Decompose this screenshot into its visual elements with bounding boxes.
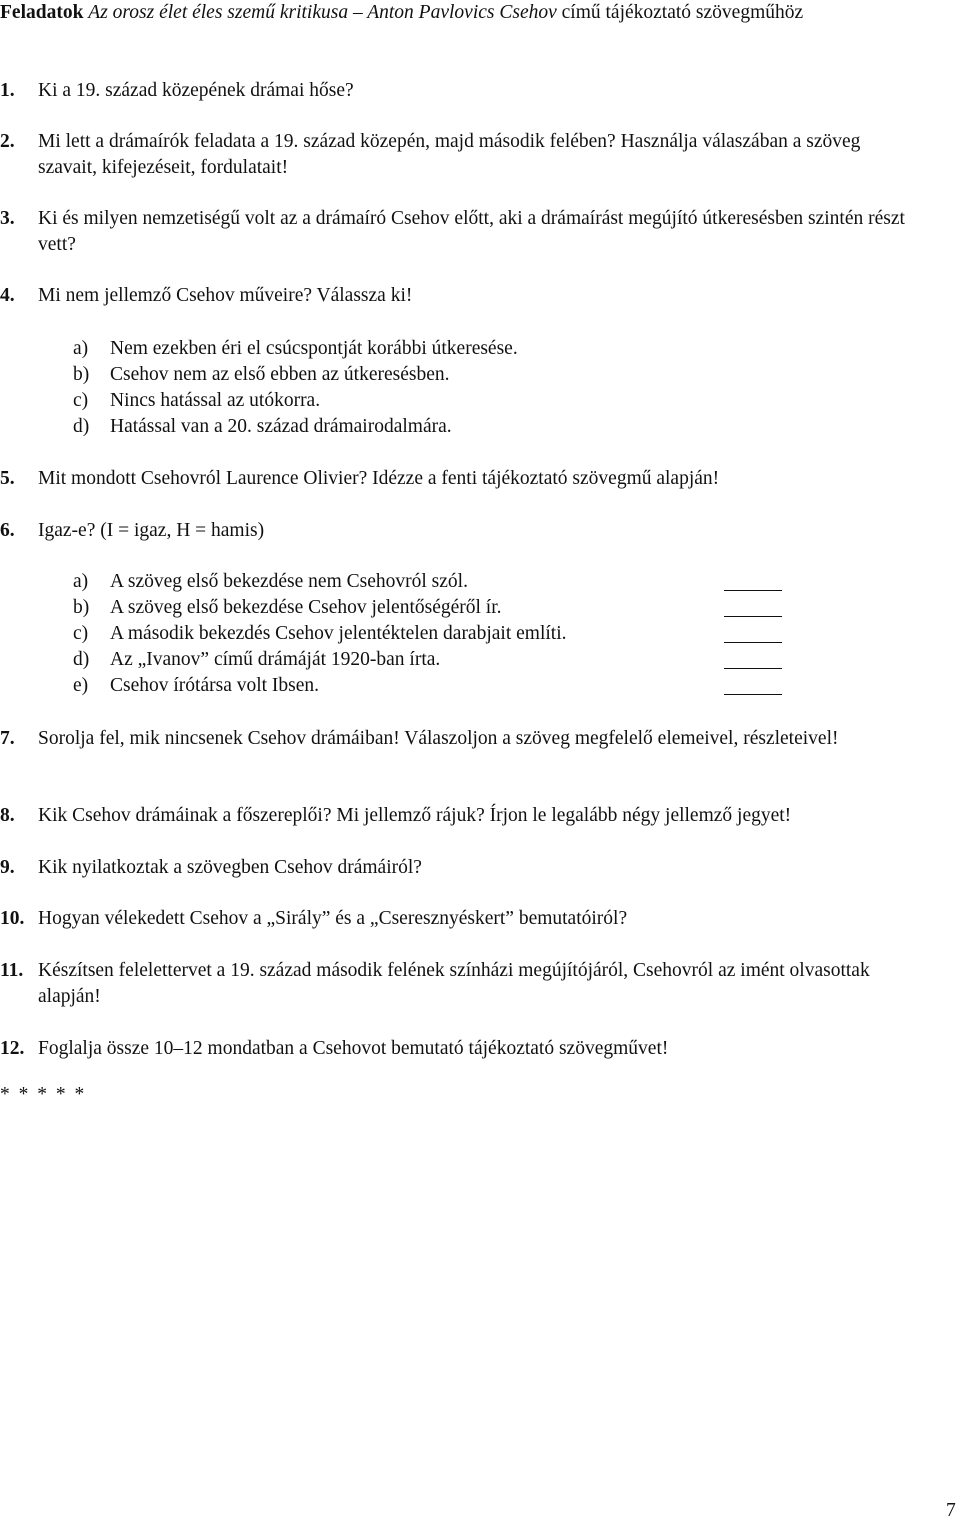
- section-separator-stars: * * * * *: [0, 1084, 87, 1105]
- option-letter: a): [73, 338, 89, 359]
- question-number: 11.: [0, 960, 24, 981]
- option-text: Nincs hatással az utókorra.: [110, 390, 321, 411]
- statement-letter: b): [73, 597, 90, 618]
- question-number: 9.: [0, 857, 15, 878]
- option-letter: c): [73, 390, 89, 411]
- question-text: Igaz-e? (I = igaz, H = hamis): [38, 520, 265, 541]
- page-number: 7: [946, 1500, 956, 1521]
- question-text: Ki és milyen nemzetiségű volt az a drámaíró Csehov előtt, aki a drámaírást megújító útkeresésben szintén részt vett?: [38, 208, 905, 255]
- question-9: [0, 855, 924, 881]
- title-source: Az orosz élet éles szemű kritikusa – Anton Pavlovics Csehov: [88, 2, 557, 23]
- question-number: 10.: [0, 908, 25, 929]
- statement-letter: a): [73, 571, 89, 592]
- option-text: Nem ezekben éri el csúcspontját korábbi útkeresése.: [110, 338, 518, 359]
- question-text: Kik Csehov drámáinak a főszereplői? Mi jellemző rájuk? Írjon le legalább négy jellemző jegyet!: [38, 805, 792, 826]
- question-text: Kik nyilatkoztak a szövegben Csehov drámáiról?: [38, 857, 422, 878]
- question-text: Foglalja össze 10–12 mondatban a Csehovot bemutató tájékoztató szövegművet!: [38, 1038, 669, 1059]
- question-5: [0, 466, 924, 492]
- question-number: 4.: [0, 285, 15, 306]
- question-7: [0, 726, 924, 752]
- question-6: [0, 518, 924, 544]
- question-number: 8.: [0, 805, 15, 826]
- question-number: 6.: [0, 520, 15, 541]
- question-number: 7.: [0, 728, 15, 749]
- option-letter: b): [73, 364, 90, 385]
- question-1: [0, 78, 924, 104]
- question-4: [0, 283, 924, 309]
- question-number: 12.: [0, 1038, 25, 1059]
- question-number: 5.: [0, 468, 15, 489]
- option-text: Csehov nem az első ebben az útkeresésben.: [110, 364, 450, 385]
- title-rest: című tájékoztató szövegműhöz: [556, 2, 804, 23]
- statement-text: A második bekezdés Csehov jelentéktelen darabjait említi.: [110, 623, 567, 644]
- statement-letter: e): [73, 675, 89, 696]
- question-8: [0, 803, 924, 829]
- question-12: [0, 1036, 924, 1062]
- answer-blank-e[interactable]: [724, 673, 782, 695]
- question-10: [0, 906, 924, 932]
- title-lead: Feladatok: [0, 2, 84, 23]
- question-11: [0, 958, 924, 1010]
- question-text: Mit mondott Csehovról Laurence Olivier? Idézze a fenti tájékoztató szövegmű alapján!: [38, 468, 720, 489]
- statement-letter: d): [73, 649, 90, 670]
- question-text: Hogyan vélekedett Csehov a „Sirály” és a „Cseresznyéskert” bemutatóiról?: [38, 908, 628, 929]
- question-number: 1.: [0, 80, 15, 101]
- statement-text: A szöveg első bekezdése Csehov jelentőségéről ír.: [110, 597, 502, 618]
- question-text: Ki a 19. század közepének drámai hőse?: [38, 80, 354, 101]
- question-number: 3.: [0, 208, 15, 229]
- worksheet-title: [0, 0, 924, 26]
- question-text: Sorolja fel, mik nincsenek Csehov drámáiban! Válaszoljon a szöveg megfelelő elemeivel, részleteivel!: [38, 728, 839, 749]
- answer-blank-b[interactable]: [724, 595, 782, 617]
- option-text: Hatással van a 20. század drámairodalmára.: [110, 416, 452, 437]
- question-text: Mi lett a drámaírók feladata a 19. század közepén, majd második felében? Használja válaszában a szöveg szavait, kifejezéseit, fordulatait!: [38, 131, 861, 178]
- question-3: [0, 206, 924, 258]
- question-number: 2.: [0, 131, 15, 152]
- question-text: Készítsen felelettervet a 19. század második felének színházi megújítójáról, Csehovról az imént olvasottak alapján!: [38, 960, 870, 1007]
- answer-blank-c[interactable]: [724, 621, 782, 643]
- statement-text: Csehov írótársa volt Ibsen.: [110, 675, 320, 696]
- option-letter: d): [73, 416, 90, 437]
- answer-blank-d[interactable]: [724, 647, 782, 669]
- statement-text: A szöveg első bekezdése nem Csehovról szól.: [110, 571, 468, 592]
- question-text: Mi nem jellemző Csehov műveire? Válassza ki!: [38, 285, 413, 306]
- statement-letter: c): [73, 623, 89, 644]
- statement-text: Az „Ivanov” című drámáját 1920-ban írta.: [110, 649, 441, 670]
- question-2: [0, 129, 924, 181]
- answer-blank-a[interactable]: [724, 569, 782, 591]
